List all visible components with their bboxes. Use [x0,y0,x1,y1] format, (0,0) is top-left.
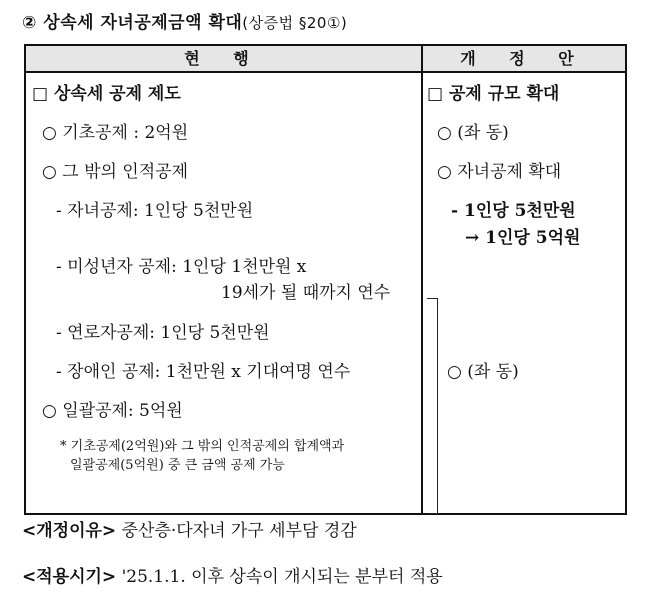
current-note-1: * 기초공제(2억원)와 그 밖의 인적공제의 합계액과 [60,439,345,454]
current-heading: □ 상속세 공제 제도 [32,84,181,104]
application-period [22,562,443,587]
section-title-main: ② 상속세 자녀공제금액 확대 [22,13,243,33]
header-proposal: 개 정 안 [422,45,626,72]
application-period-text: '25.1.1. 이후 상속이 개시되는 분부터 적용 [121,567,443,587]
proposal-change-2: → 1인당 5억원 [465,228,581,248]
table-header-row [25,45,626,72]
table-body-row [25,72,626,514]
current-minor-2: 19세가 될 때까지 연수 [221,283,391,303]
current-disabled: - 장애인 공제: 1천만원 x 기대여명 연수 [56,362,351,382]
current-child: - 자녀공제: 1인당 5천만원 [56,201,254,221]
proposal-basic: ○ (좌 동) [437,123,509,143]
revision-reason [22,516,357,541]
current-lump: ○ 일괄공제: 5억원 [42,401,183,421]
current-note-2: 일괄공제(5억원) 중 큰 금액 공제 가능 [70,458,285,473]
current-personal: ○ 그 밖의 인적공제 [42,162,188,182]
current-cell [25,72,422,514]
proposal-child-expand: ○ 자녀공제 확대 [437,162,562,182]
current-basic: ○ 기초공제 : 2억원 [42,123,189,143]
proposal-cell [422,72,626,514]
revision-reason-label: <개정이유> [22,521,117,541]
current-elderly: - 연로자공제: 1인당 5천만원 [56,323,270,343]
revision-reason-text: 중산층·다자녀 가구 세부담 경감 [121,521,357,541]
proposal-same: ○ (좌 동) [447,362,519,382]
application-period-label: <적용시기> [22,567,117,587]
current-minor-1: - 미성년자 공제: 1인당 1천만원 x [56,257,307,277]
law-reference: (상증법 §20①) [242,14,348,32]
header-current: 현 행 [25,45,422,72]
proposal-heading: □ 공제 규모 확대 [427,84,560,104]
proposal-change-1: - 1인당 5천만원 [451,201,576,221]
section-title [22,8,347,33]
comparison-table [24,44,627,515]
